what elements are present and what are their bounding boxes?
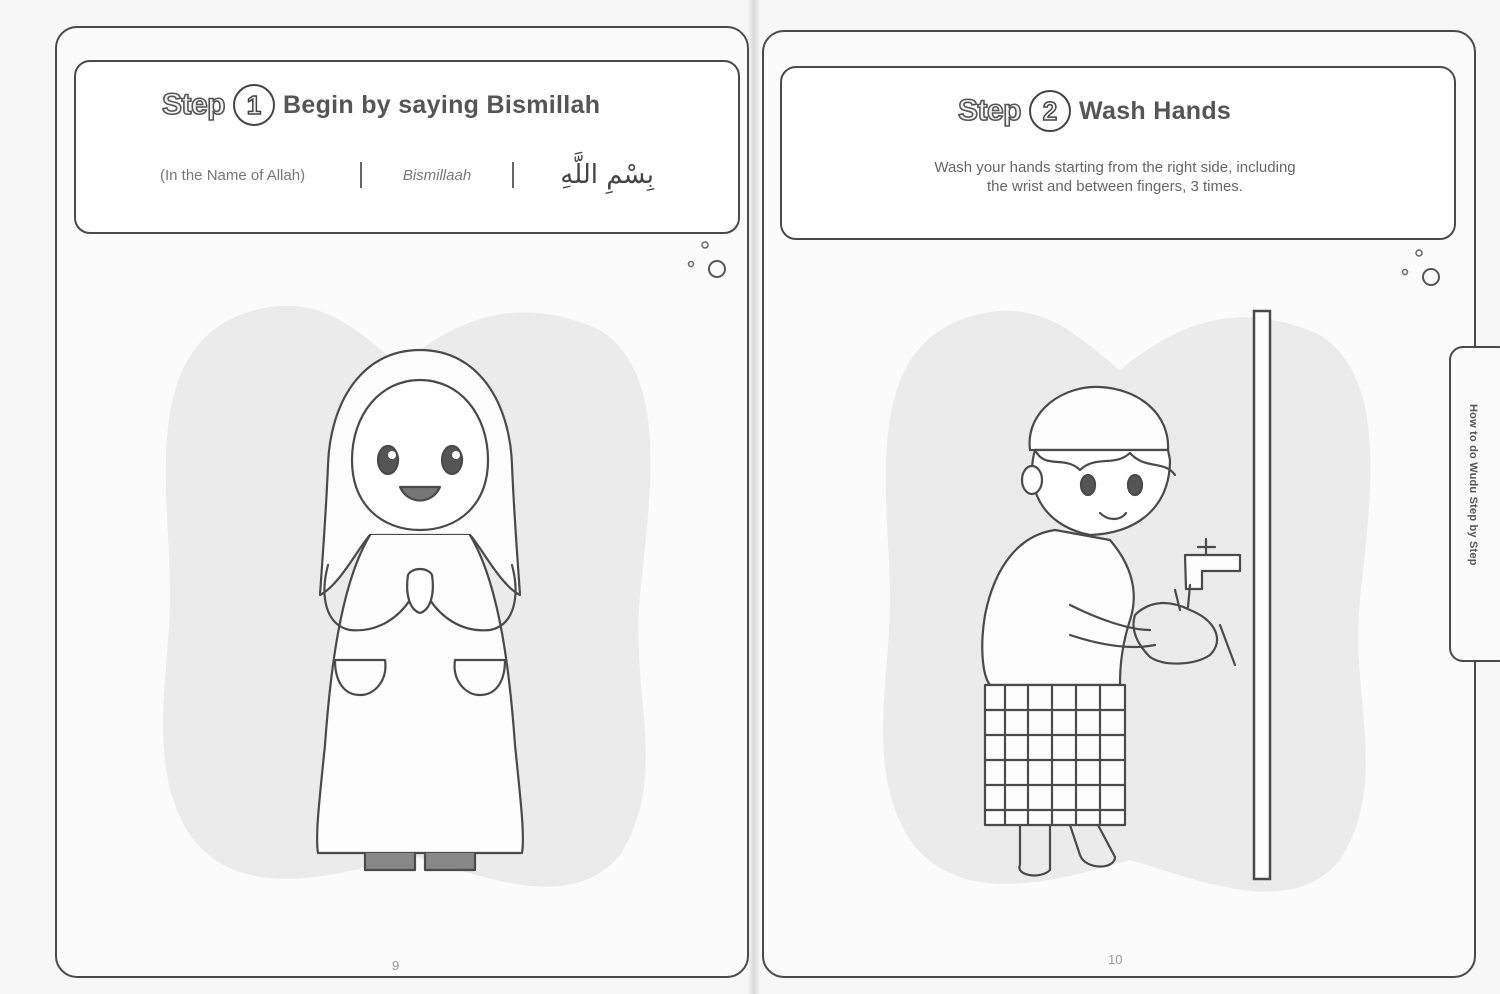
bismillah-meaning: (In the Name of Allah) (160, 166, 306, 184)
step-2-description-line-2: the wrist and between fingers, 3 times. (987, 178, 1243, 195)
step-2-title (958, 90, 1231, 132)
book-gutter (748, 0, 760, 994)
step-1-word: Step (162, 88, 226, 121)
bismillah-arabic: بِسْمِ اللَّهِ (560, 160, 654, 190)
step-1-number-badge: 1 (233, 84, 275, 126)
girl-praying-illustration (300, 345, 540, 885)
boy-washing-hands-illustration (970, 375, 1260, 885)
step-1-heading: Begin by saying Bismillah (283, 90, 601, 119)
bubbles-icon (1396, 244, 1446, 294)
page-number-left: 9 (392, 958, 400, 973)
step-2-heading: Wash Hands (1079, 96, 1232, 125)
bismillah-transliteration: Bismillaah (402, 166, 472, 184)
step-2-number-badge: 2 (1029, 90, 1071, 132)
step-2-description-line-1: Wash your hands starting from the right side, including (934, 159, 1296, 176)
step-2-word: Step (958, 94, 1022, 127)
step-2-description (800, 158, 1430, 196)
bismillah-translation-row (160, 150, 660, 200)
bubbles-icon (682, 236, 732, 286)
page-number-right: 10 (1108, 952, 1123, 967)
step-1-title (162, 84, 600, 126)
chapter-side-tab-label: How to do Wudu Step by Step (1467, 404, 1479, 566)
